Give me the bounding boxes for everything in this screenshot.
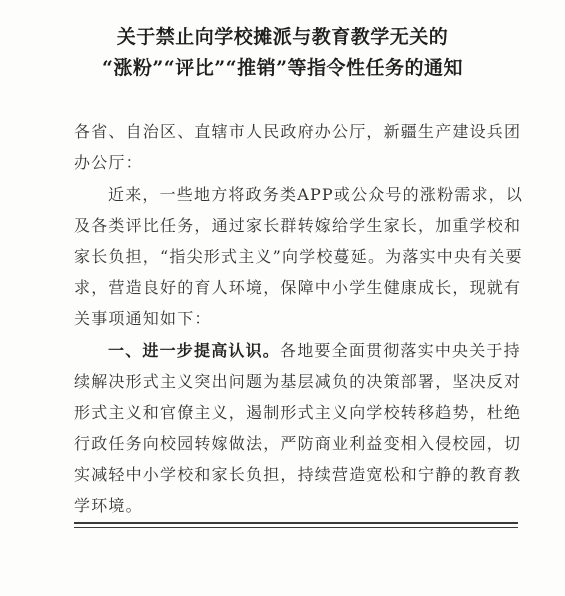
paragraph-1-line-5: 关事项通知如下：: [74, 309, 212, 328]
section-1-first-line: [108, 338, 521, 361]
paragraph-1-line-1: 近来，一些地方将政务类APP或公众号的涨粉需求，以: [108, 185, 524, 204]
paragraph-1-line-4: 求，营造良好的育人环境，保障中小学生健康成长，现就有: [74, 278, 522, 297]
notice-title-line-1: 关于禁止向学校摊派与教育教学无关的: [116, 26, 449, 48]
addressee-line-1: 各省、自治区、直辖市人民政府办公厅，新疆生产建设兵团: [74, 122, 522, 141]
footer-double-rule-top: [74, 522, 518, 524]
paragraph-1-line-2: 及各类评比任务，通过家长群转嫁给学生家长，加重学校和: [74, 216, 522, 235]
addressee-line-2: 办公厅：: [74, 153, 143, 172]
section-1-line-4: 行政任务向校园转嫁做法，严防商业利益变相入侵校园，切: [74, 434, 522, 453]
section-1-line-2: 续解决形式主义突出问题为基层减负的决策部署，坚决反对: [74, 372, 522, 391]
section-1-heading: 一、进一步提高认识。: [108, 341, 281, 360]
section-1-line-5: 实减轻中小学校和家长负担，持续营造宽松和宁静的教育教: [74, 465, 522, 484]
section-1-line-3: 形式主义和官僚主义，遏制形式主义向学校转移趋势，杜绝: [74, 403, 522, 422]
paragraph-1-line-3: 家长负担，“指尖形式主义”向学校蔓延。为落实中央有关要: [74, 247, 523, 266]
section-1-first-line-text: 各地要全面贯彻落实中央关于持: [280, 341, 521, 360]
footer-double-rule-bottom: [74, 527, 518, 528]
section-1-line-6: 学环境。: [74, 496, 143, 515]
notice-title-line-2: “涨粉”“评比”“推销”等指令性任务的通知: [101, 57, 464, 79]
